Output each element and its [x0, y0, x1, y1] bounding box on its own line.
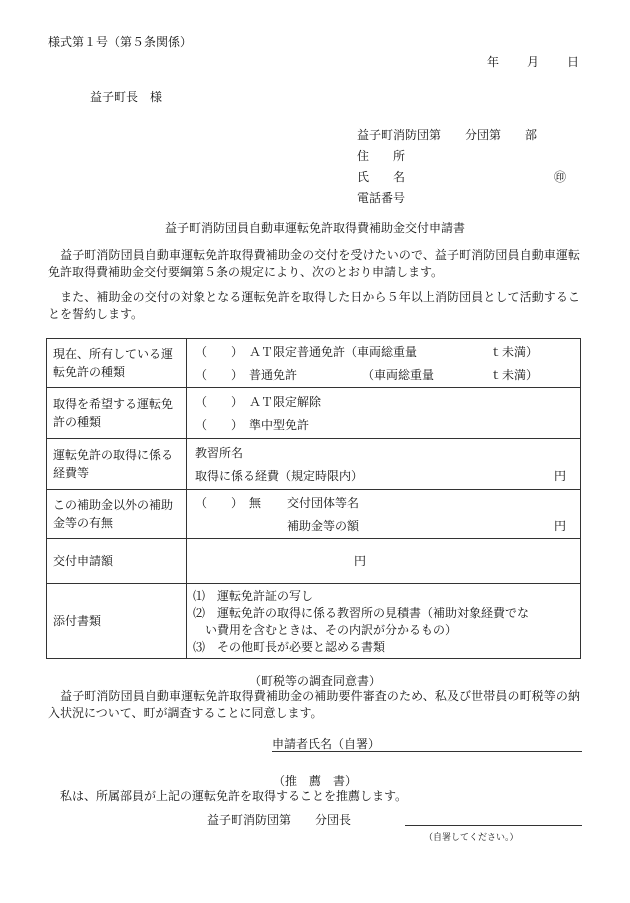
pledge-paragraph: また、補助金の交付の対象となる運転免許を取得した日から５年以上消防団員として活動することを誓約します。: [48, 290, 580, 321]
cost-label: 取得に係る経費（規定時限内）: [195, 469, 364, 483]
table-row-attachments: [47, 584, 581, 659]
label-requested-amount: 交付申請額: [47, 539, 187, 584]
option-at-removal: ＡＴ限定解除: [249, 395, 322, 409]
unit-at-license: ｔ未満）: [490, 345, 539, 359]
fire-unit-chief-label: 益子町消防団第 分団長: [207, 813, 352, 827]
checkbox-at-license[interactable]: （ ）: [195, 345, 244, 359]
attachment-2-line-2: い費用を含むときは、その内訳が分かるもの）: [205, 623, 458, 637]
addressee: 益子町長 様: [90, 90, 163, 104]
attachment-2-line-1: 運転免許の取得に係る教習所の見積書（補助対象経費でな: [217, 606, 530, 620]
checkbox-regular-license[interactable]: （ ）: [195, 368, 244, 382]
date-year-label: 年: [487, 55, 500, 69]
option-semi-medium: 準中型免許: [249, 418, 310, 432]
name-label: 氏 名: [357, 170, 406, 184]
label-other-subsidy: この補助金以外の補助金等の有無: [47, 490, 187, 539]
table-row-costs: [47, 439, 581, 490]
recommendation-text: 私は、所属部員が上記の運転免許を取得することを推薦します。: [60, 789, 408, 803]
label-desired-license: 取得を希望する運転免許の種類: [47, 388, 187, 439]
phone-label: 電話番号: [357, 191, 406, 205]
application-table: [46, 338, 581, 659]
option-at-license: ＡＴ限定普通免許（車両総重量: [249, 345, 418, 359]
label-attachments: 添付書類: [47, 584, 187, 659]
cost-yen: 円: [553, 469, 566, 483]
option-none: 無: [249, 496, 262, 510]
attachment-2-number: ⑵: [193, 606, 206, 620]
document-title: 益子町消防団員自動車運転免許取得費補助金交付申請書: [164, 221, 465, 235]
subsidy-amount-label: 補助金等の額: [287, 519, 360, 533]
driving-school-label: 教習所名: [195, 446, 244, 460]
consent-text: 益子町消防団員自動車運転免許取得費補助金の補助要件審査のため、私及び世帯員の町税等の納入状況について、町が調査することに同意します。: [48, 689, 580, 720]
table-row-other-subsidy: [47, 490, 581, 539]
checkbox-no-other-subsidy[interactable]: （ ）: [195, 496, 244, 510]
recommendation-title: （推 薦 書）: [272, 774, 357, 788]
granting-body-label: 交付団体等名: [287, 496, 360, 510]
seal-mark: ㊞: [554, 170, 567, 184]
attachment-1-number: ⑴: [193, 589, 206, 603]
unit-regular-license: ｔ未満）: [490, 368, 539, 382]
label-costs: 運転免許の取得に係る経費等: [47, 439, 187, 490]
intro-paragraph: 益子町消防団員自動車運転免許取得費補助金の交付を受けたいので、益子町消防団員自動車運転免許取得費補助金交付要綱第５条の規定により、次のとおり申請します。: [48, 248, 580, 279]
table-row-requested-amount: [47, 539, 581, 584]
applicant-signature-label: 申請者氏名（自署）: [272, 737, 381, 751]
date-day-label: 日: [567, 55, 580, 69]
subsidy-amount-yen: 円: [553, 519, 566, 533]
attachment-3: その他町長が必要と認める書類: [217, 640, 386, 654]
applicant-affiliation: 益子町消防団第 分団第 部: [357, 128, 538, 142]
attachment-3-number: ⑶: [193, 640, 206, 654]
label-current-license: 現在、所有している運転免許の種類: [47, 339, 187, 388]
weight-regular-license: （車両総重量: [362, 368, 435, 382]
checkbox-at-removal[interactable]: （ ）: [195, 395, 244, 409]
applicant-signature-line[interactable]: [272, 751, 582, 752]
consent-title: （町税等の調査同意書）: [248, 674, 381, 688]
chief-signature-line[interactable]: [405, 825, 582, 826]
address-label: 住 所: [357, 149, 406, 163]
option-regular-license: 普通免許: [249, 368, 298, 382]
table-row-current-license: [47, 339, 581, 388]
attachment-1: 運転免許証の写し: [217, 589, 314, 603]
form-number: 様式第１号（第５条関係）: [48, 35, 193, 49]
self-sign-note: （自署してください。）: [424, 833, 519, 843]
checkbox-semi-medium[interactable]: （ ）: [195, 418, 244, 432]
table-row-desired-license: [47, 388, 581, 439]
date-month-label: 月: [527, 55, 540, 69]
requested-amount-yen: 円: [354, 554, 367, 568]
